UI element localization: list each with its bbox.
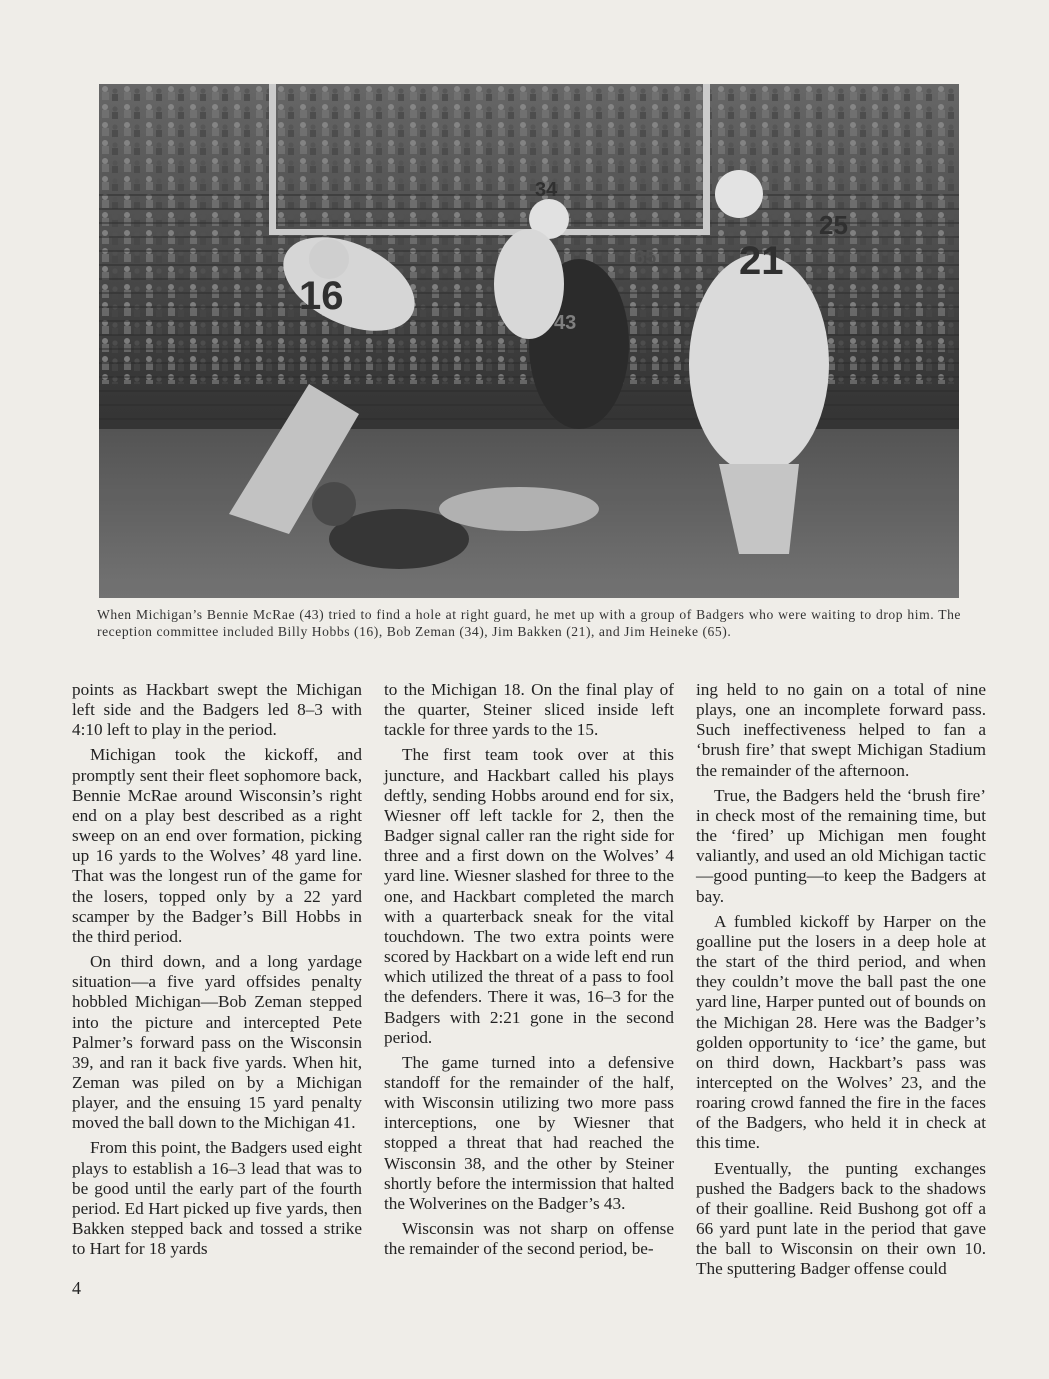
paragraph: ing held to no gain on a total of nine plays, one an incomplete forward pass. Such ineffectiveness helped to fan a ‘brush fire’ that swept Michigan Stadium the remainder of the afternoon.	[696, 680, 986, 780]
jersey-number-65: 65	[634, 247, 657, 269]
jersey-number-25: 25	[819, 210, 848, 240]
paragraph: Wisconsin was not sharp on offense the remainder of the second period, be-	[384, 1219, 674, 1259]
jersey-number-34: 34	[535, 179, 558, 201]
text-column-3	[696, 680, 986, 1285]
jersey-number-21: 21	[739, 239, 784, 283]
paragraph: to the Michigan 18. On the final play of the quarter, Steiner sliced inside left tackle for three yards to the 15.	[384, 680, 674, 740]
paragraph: The game turned into a defensive standoff for the remainder of the half, with Wisconsin utilizing two more pass interceptions, one by Wiesner that stopped a threat that had reached the Wisconsin 38, and the other by Steiner shortly before the intermission that halted the Wolverines on the Badger’s 43.	[384, 1052, 674, 1213]
paragraph: From this point, the Badgers used eight plays to establish a 16–3 lead that was to be good until the early part of the fourth period. Ed Hart picked up five yards, then Bakken stepped back and tossed a strike to Hart for 18 yards	[72, 1138, 362, 1259]
paragraph: Eventually, the punting exchanges pushed the Badgers back to the shadows of their goalline. Reid Bushong got off a 66 yard punt late in the period that gave the ball to Wisconsin on their own 10. The sputtering Badger offense could	[696, 1158, 986, 1279]
page-number: 4	[72, 1278, 81, 1298]
jersey-number-16: 16	[299, 274, 344, 318]
text-column-1	[72, 680, 362, 1264]
paragraph: points as Hackbart swept the Michigan left side and the Badgers led 8–3 with 4:10 left to play in the period.	[72, 680, 362, 740]
football-photo-illustration	[99, 84, 959, 598]
football-photo	[99, 84, 959, 598]
paragraph: On third down, and a long yardage situation—a five yard offsides penalty hobbled Michigan—Bob Zeman stepped into the picture and intercepted Pete Palmer’s forward pass on the Wisconsin 39, and ran it back five yards. When hit, Zeman was piled on by a Michigan player, and the ensuing 15 yard penalty moved the ball down to the Michigan 41.	[72, 952, 362, 1133]
paragraph: Michigan took the kickoff, and promptly sent their fleet sophomore back, Bennie McRae around Wisconsin’s right end on a play best described as a right sweep on an end over formation, picking up 16 yards to the Wolves’ 48 yard line. That was the longest run of the game for the losers, topped only by a 22 yard scamper by the Badger’s Bill Hobbs in the third period.	[72, 745, 362, 946]
photo-caption: When Michigan’s Bennie McRae (43) tried to find a hole at right guard, he met up with a group of Badgers who were waiting to drop him. The reception committee included Billy Hobbs (16), Bob Zeman (34), Jim Bakken (21), and Jim Heineke (65).	[97, 607, 961, 639]
paragraph: The first team took over at this juncture, and Hackbart called his plays deftly, sending Hobbs around end for six, Wiesner off left tackle for 2, then the Badger signal caller ran the right side for three and a first down on the Wolves’ 4 yard line. Wiesner slashed for three to the one, and Hackbart completed the march with a quarterback sneak for the vital touchdown. The two extra points were scored by Hackbart on a wide left end run which utilized the threat of a pass to fool the defenders. There it was, 16–3 for the Badgers with 2:21 gone in the second period.	[384, 745, 674, 1047]
paragraph: True, the Badgers held the ‘brush fire’ in check most of the remaining time, but the ‘fired’ up Michigan men fought valiantly, and used an old Michigan tactic—good punting—to keep the Badgers at bay.	[696, 785, 986, 906]
text-column-2	[384, 680, 674, 1264]
jersey-number-43: 43	[554, 312, 577, 334]
paragraph: A fumbled kickoff by Harper on the goalline put the losers in a deep hole at the start of the third period, and when they couldn’t move the ball past the one yard line, Harper punted out of bounds on the Michigan 28. Here was the Badger’s golden opportunity to ‘ice’ the game, but on third down, Hackbart’s pass was intercepted on the Wolves’ 23, and the roaring crowd fanned the fire in the faces of the Badgers, who held it in check at this time.	[696, 911, 986, 1153]
